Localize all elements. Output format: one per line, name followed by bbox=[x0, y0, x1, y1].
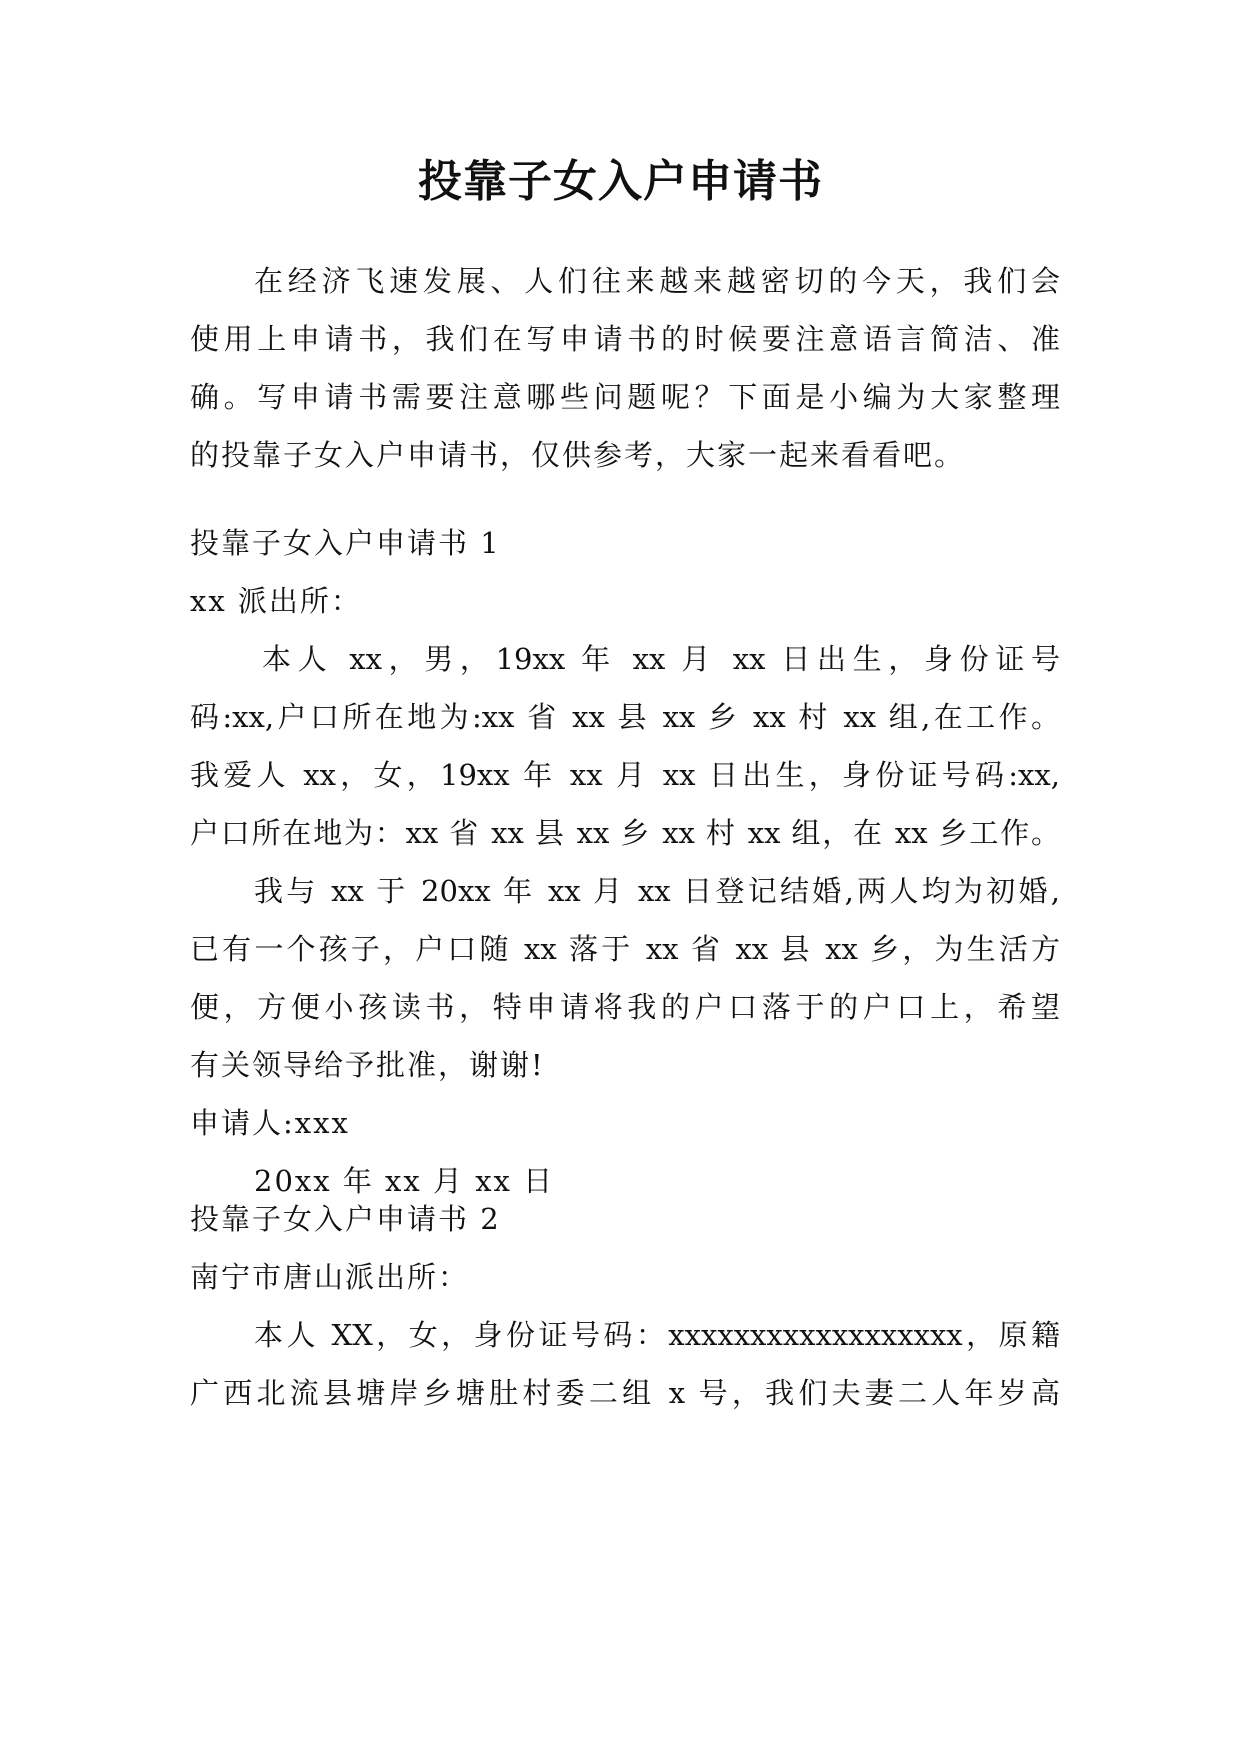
section-1-salutation: xx 派出所： bbox=[190, 584, 362, 618]
section-1-paragraph-line: 我爱人 xx，女，19xx 年 xx 月 xx 日出生，身份证号码:xx, bbox=[190, 758, 1060, 792]
section-1-paragraph-line: 已有一个孩子，户口随 xx 落于 xx 省 xx 县 xx 乡，为生活方 bbox=[190, 932, 1060, 966]
section-1-paragraph-line: 户口所在地为：xx 省 xx 县 xx 乡 xx 村 xx 组，在 xx 乡工作。 bbox=[190, 816, 1060, 850]
section-1-paragraph-line: 我与 xx 于 20xx 年 xx 月 xx 日登记结婚,两人均为初婚, bbox=[254, 874, 1060, 908]
section-1-paragraph-line: 有关领导给予批准，谢谢! bbox=[190, 1048, 545, 1082]
section-1-paragraph-line: 便，方便小孩读书，特申请将我的户口落于的户口上，希望 bbox=[190, 990, 1060, 1024]
intro-line: 在经济飞速发展、人们往来越来越密切的今天，我们会 bbox=[254, 264, 1060, 298]
section-2-paragraph-line: 广西北流县塘岸乡塘肚村委二组 x 号，我们夫妻二人年岁高 bbox=[190, 1376, 1060, 1410]
section-1-date: 20xx 年 xx 月 xx 日 bbox=[254, 1164, 555, 1198]
section-1-paragraph-line: 码:xx,户口所在地为:xx 省 xx 县 xx 乡 xx 村 xx 组,在工作。 bbox=[190, 700, 1060, 734]
section-2-paragraph-line: 本人 XX，女，身份证号码：xxxxxxxxxxxxxxxxxx，原籍 bbox=[254, 1318, 1060, 1352]
section-1 bbox=[190, 514, 1060, 1210]
section-1-applicant: 申请人:xxx bbox=[190, 1106, 350, 1140]
document-title: 投靠子女入户申请书 bbox=[418, 156, 823, 207]
intro-line: 确。写申请书需要注意哪些问题呢？下面是小编为大家整理 bbox=[190, 380, 1060, 414]
section-2 bbox=[190, 1190, 1060, 1422]
intro-paragraph bbox=[190, 252, 1060, 484]
section-2-heading: 投靠子女入户申请书 2 bbox=[190, 1202, 501, 1236]
intro-line: 的投靠子女入户申请书，仅供参考，大家一起来看看吧。 bbox=[190, 438, 966, 472]
section-2-salutation: 南宁市唐山派出所： bbox=[190, 1260, 470, 1294]
intro-line: 使用上申请书，我们在写申请书的时候要注意语言简洁、准 bbox=[190, 322, 1060, 356]
section-1-heading: 投靠子女入户申请书 1 bbox=[190, 526, 501, 560]
section-1-paragraph-line: 本人 xx，男，19xx 年 xx 月 xx 日出生，身份证号 bbox=[262, 642, 1060, 676]
